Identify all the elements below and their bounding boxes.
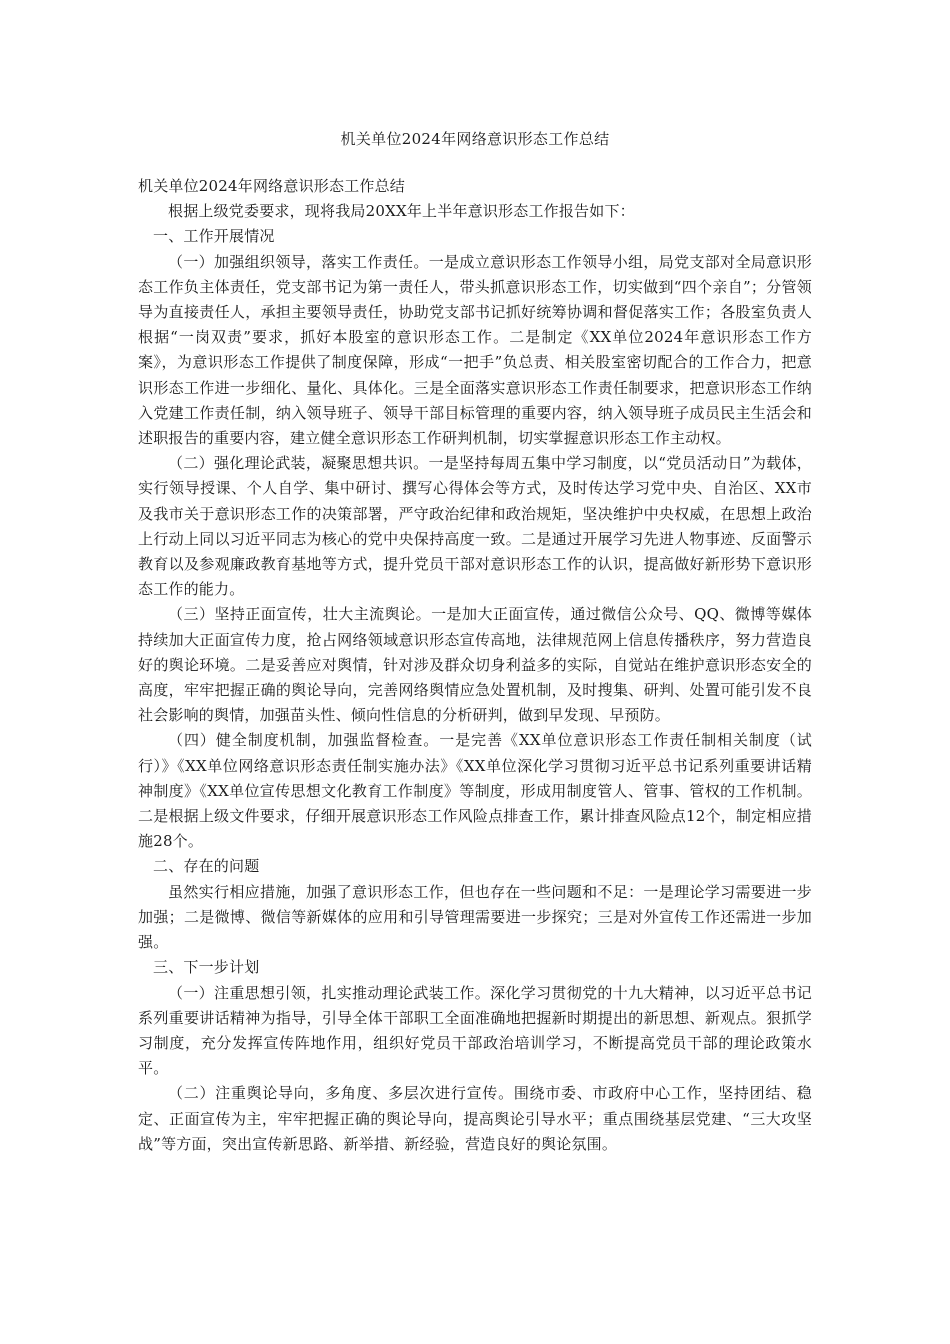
- section-heading-problems: 二、存在的问题: [153, 857, 260, 876]
- paragraph-ideological-guidance: （一）注重思想引领，扎实推动理论武装工作。深化学习贯彻党的十九大精神，以习近平总书记系列重要讲话精神为指导，引导全体干部职工全面准确地把握新时期提出的新思想、新观点。狠抓学习制度，充分发挥宣传阵地作用，组织好党员干部政治培训学习，不断提高党员干部的理论政策水平。: [138, 983, 812, 1078]
- section-heading-work-progress: 一、工作开展情况: [153, 227, 275, 246]
- paragraph-system-mechanism: （四）健全制度机制，加强监督检查。一是完善《XX单位意识形态工作责任制相关制度（试行）》《XX单位网络意识形态责任制实施办法》《XX单位深化学习贯彻习近平总书记系列重要讲话精神制度》《XX单位宣传思想文化教育工作制度》等制度，形成用制度管人、管事、管权的工作机制。二是根据上级文件要求，仔细开展意识形态工作风险点排查工作，累计排查风险点12个，制定相应措施28个。: [138, 731, 812, 851]
- paragraph-problems: 虽然实行相应措施，加强了意识形态工作，但也存在一些问题和不足：一是理论学习需要进一步加强；二是微博、微信等新媒体的应用和引导管理需要进一步探究；三是对外宣传工作还需进一步加强。: [138, 882, 812, 952]
- paragraph-theory-study: （二）强化理论武装，凝聚思想共识。一是坚持每周五集中学习制度，以“党员活动日”为载体，实行领导授课、个人自学、集中研讨、撰写心得体会等方式，及时传达学习党中央、自治区、XX市及我市关于意识形态工作的决策部署，严守政治纪律和政治规矩，坚决维护中央权威，在思想上政治上行动上同以习近平同志为核心的党中央保持高度一致。二是通过开展学习先进人物事迹、反面警示教育以及参观廉政教育基地等方式，提升党员干部对意识形态工作的认识，提高做好新形势下意识形态工作的能力。: [138, 454, 812, 599]
- paragraph-organization-leadership: （一）加强组织领导，落实工作责任。一是成立意识形态工作领导小组，局党支部对全局意识形态工作负主体责任，党支部书记为第一责任人，带头抓意识形态工作，切实做到“四个亲自”；分管领导为直接责任人，承担主要领导责任，协助党支部书记抓好统筹协调和督促落实工作；各股室负责人根据“一岗双责”要求，抓好本股室的意识形态工作。二是制定《XX单位2024年意识形态工作方案》，为意识形态工作提供了制度保障，形成“一把手”负总责、相关股室密切配合的工作合力，把意识形态工作进一步细化、量化、具体化。三是全面落实意识形态工作责任制要求，把意识形态工作纳入党建工作责任制，纳入领导班子、领导干部目标管理的重要内容，纳入领导班子成员民主生活会和述职报告的重要内容，建立健全意识形态工作研判机制，切实掌握意识形态工作主动权。: [138, 252, 812, 448]
- page-title: 机关单位2024年网络意识形态工作总结: [340, 130, 610, 148]
- section-heading-next-plan: 三、下一步计划: [153, 958, 260, 977]
- paragraph-positive-publicity: （三）坚持正面宣传，壮大主流舆论。一是加大正面宣传，通过微信公众号、QQ、微博等媒体持续加大正面宣传力度，抢占网络领域意识形态宣传高地，法律规范网上信息传播秩序，努力营造良好的舆论环境。二是妥善应对舆情，针对涉及群众切身利益多的实际，自觉站在维护意识形态安全的高度，牢牢把握正确的舆论导向，完善网络舆情应急处置机制，及时搜集、研判、处置可能引发不良社会影响的舆情，加强苗头性、倾向性信息的分析研判，做到早发现、早预防。: [138, 605, 812, 725]
- intro-paragraph: 根据上级党委要求，现将我局20XX年上半年意识形态工作报告如下：: [168, 202, 635, 221]
- paragraph-public-opinion: （二）注重舆论导向，多角度、多层次进行宣传。围绕市委、市政府中心工作，坚持团结、稳定、正面宣传为主，牢牢把握正确的舆论导向，提高舆论引导水平；重点围绕基层党建、“三大攻坚战”等方面，突出宣传新思路、新举措、新经验，营造良好的舆论氛围。: [138, 1084, 812, 1153]
- document-body: [138, 174, 812, 1157]
- subtitle: 机关单位2024年网络意识形态工作总结: [138, 177, 405, 195]
